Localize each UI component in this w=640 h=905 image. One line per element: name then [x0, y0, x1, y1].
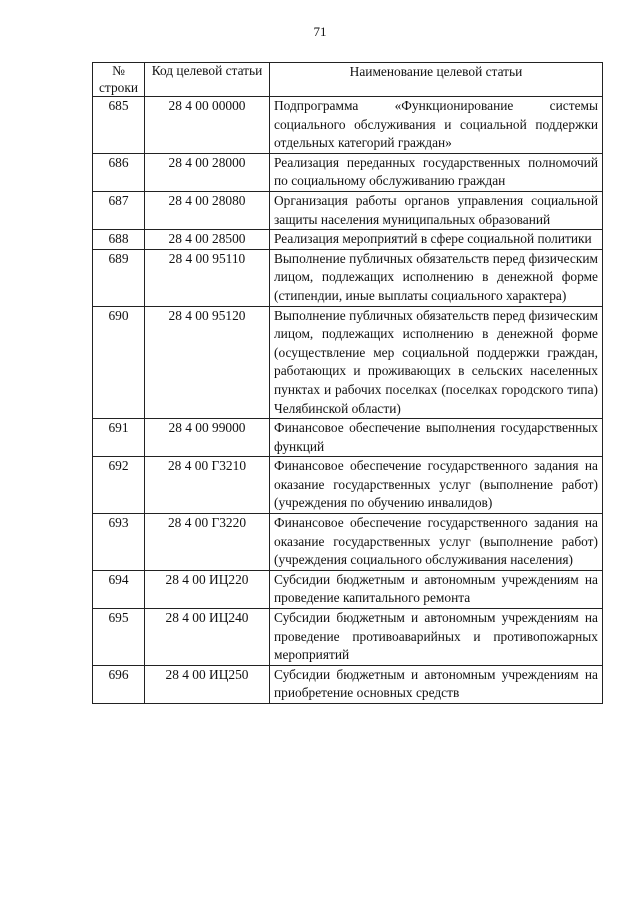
- header-target-name: Наименование целевой статьи: [270, 63, 603, 97]
- target-code-cell: 28 4 00 Г3210: [145, 457, 270, 514]
- table-row: [93, 457, 603, 514]
- target-code-cell: 28 4 00 28500: [145, 230, 270, 250]
- row-number-cell: 685: [93, 97, 145, 154]
- row-number-cell: 692: [93, 457, 145, 514]
- row-number-cell: 689: [93, 249, 145, 306]
- target-name-cell: Субсидии бюджетным и автономным учреждениям на проведение капитального ремонта: [270, 570, 603, 608]
- table-row: [93, 97, 603, 154]
- header-row-number: № строки: [93, 63, 145, 97]
- table-row: [93, 570, 603, 608]
- table-row: [93, 609, 603, 666]
- table-row: [93, 306, 603, 419]
- row-number-cell: 690: [93, 306, 145, 419]
- table-header-row: [93, 63, 603, 97]
- row-number-cell: 696: [93, 665, 145, 703]
- target-name-cell: Реализация переданных государственных полномочий по социальному обслуживанию граждан: [270, 153, 603, 191]
- row-number-cell: 688: [93, 230, 145, 250]
- row-number-cell: 695: [93, 609, 145, 666]
- target-name-cell: Субсидии бюджетным и автономным учреждениям на проведение противоаварийных и противопожарных мероприятий: [270, 609, 603, 666]
- target-code-cell: 28 4 00 28000: [145, 153, 270, 191]
- header-target-code: Код целевой статьи: [145, 63, 270, 97]
- table-body: [93, 97, 603, 704]
- page-number: 71: [313, 24, 327, 39]
- target-code-cell: 28 4 00 95120: [145, 306, 270, 419]
- table-row: [93, 153, 603, 191]
- table-row: [93, 230, 603, 250]
- row-number-cell: 686: [93, 153, 145, 191]
- target-name-cell: Реализация мероприятий в сфере социальной политики: [270, 230, 603, 250]
- table-row: [93, 514, 603, 571]
- target-name-cell: Подпрограмма «Функционирование системы социального обслуживания и социальной поддержки отдельных категорий граждан»: [270, 97, 603, 154]
- row-number-cell: 693: [93, 514, 145, 571]
- target-name-cell: Организация работы органов управления социальной защиты населения муниципальных образований: [270, 191, 603, 229]
- target-name-cell: Финансовое обеспечение выполнения государственных функций: [270, 419, 603, 457]
- target-name-cell: Выполнение публичных обязательств перед физическим лицом, подлежащих исполнению в денежной форме (осуществление мер социальной поддержки граждан, работающих и проживающих в сельских населенных пунктах и рабочих поселках (поселках городского типа) Челябинской области): [270, 306, 603, 419]
- target-code-cell: 28 4 00 Г3220: [145, 514, 270, 571]
- target-code-cell: 28 4 00 00000: [145, 97, 270, 154]
- target-code-cell: 28 4 00 ИЦ250: [145, 665, 270, 703]
- target-code-cell: 28 4 00 28080: [145, 191, 270, 229]
- table-row: [93, 249, 603, 306]
- target-code-cell: 28 4 00 ИЦ240: [145, 609, 270, 666]
- target-name-cell: Финансовое обеспечение государственного задания на оказание государственных услуг (выполнение работ) (учреждения социального обслуживания населения): [270, 514, 603, 571]
- budget-target-articles-table: [92, 62, 603, 704]
- target-name-cell: Финансовое обеспечение государственного задания на оказание государственных услуг (выполнение работ) (учреждения по обучению инвалидов): [270, 457, 603, 514]
- row-number-cell: 687: [93, 191, 145, 229]
- target-name-cell: Выполнение публичных обязательств перед физическим лицом, подлежащих исполнению в денежной форме (стипендии, иные выплаты социального характера): [270, 249, 603, 306]
- row-number-cell: 691: [93, 419, 145, 457]
- row-number-cell: 694: [93, 570, 145, 608]
- target-code-cell: 28 4 00 99000: [145, 419, 270, 457]
- table-row: [93, 419, 603, 457]
- table-row: [93, 665, 603, 703]
- target-code-cell: 28 4 00 ИЦ220: [145, 570, 270, 608]
- target-name-cell: Субсидии бюджетным и автономным учреждениям на приобретение основных средств: [270, 665, 603, 703]
- table-row: [93, 191, 603, 229]
- target-code-cell: 28 4 00 95110: [145, 249, 270, 306]
